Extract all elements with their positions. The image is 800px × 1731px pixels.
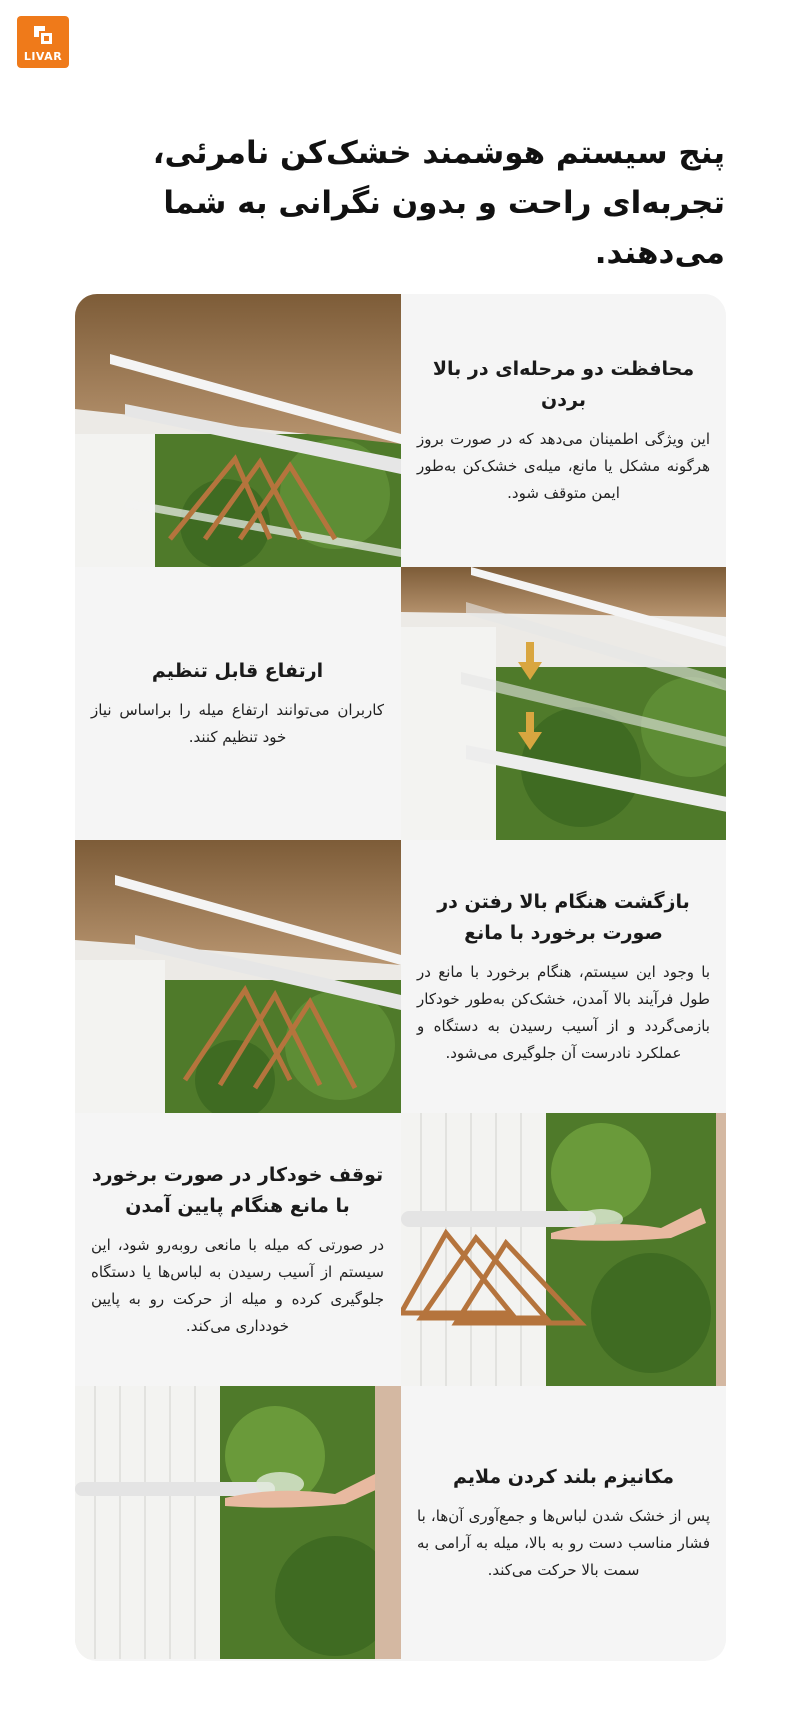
livar-logo[interactable] xyxy=(17,16,69,68)
feature-description: پس از خشک شدن لباس‌ها و جمع‌آوری آن‌ها، با فشار مناسب دست رو به بالا، میله به آرامی به سمت بالا حرکت می‌کند. xyxy=(417,1506,710,1579)
feature-description: در صورتی که میله با مانعی روبه‌رو شود، این سیستم از آسیب رسیدن به لباس‌ها یا دستگاه جلوگیری کرده و میله از حرکت رو به پایین خودداری می‌کند. xyxy=(91,1235,384,1335)
height-adjust-arrows-image xyxy=(401,567,726,840)
feature-text-5 xyxy=(401,1386,726,1659)
feature-description: با وجود این سیستم، هنگام برخورد با مانع در طول فرآیند بالا آمدن، خشک‌کن به‌طور خودکار بازمی‌گردد و از آسیب رسیدن به دستگاه و عملکرد نادرست آن جلوگیری می‌شود. xyxy=(417,962,710,1062)
feature-text-4 xyxy=(75,1113,400,1386)
hand-lifting-rack-image xyxy=(75,1386,401,1659)
feature-row-3 xyxy=(75,840,726,1113)
feature-row-4 xyxy=(75,1113,726,1386)
feature-row-5 xyxy=(75,1386,726,1659)
feature-description: این ویژگی اطمینان می‌دهد که در صورت بروز هرگونه مشکل یا مانع، میله‌ی خشک‌کن به‌طور ایمن متوقف شود. xyxy=(417,430,710,502)
feature-text-2 xyxy=(75,567,400,840)
ceiling-drying-rack-with-hangers-image xyxy=(75,840,401,1113)
feature-row-2 xyxy=(75,567,726,840)
page-headline: پنج سیستم هوشمند خشک‌کن نامرئی، تجربه‌ای راحت و بدون نگرانی به شما می‌دهند. xyxy=(152,135,725,271)
feature-title: توقف خودکار در صورت برخورد با مانع هنگام پایین آمدن xyxy=(91,1163,384,1217)
hand-stopping-rack-image xyxy=(401,1113,726,1386)
ceiling-drying-rack-with-hangers-image xyxy=(75,294,401,567)
feature-title: محافظت دو مرحله‌ای در بالا بردن xyxy=(432,358,695,411)
feature-row-1 xyxy=(75,294,726,567)
feature-title: ارتفاع قابل تنظیم xyxy=(151,660,324,682)
features-panel xyxy=(75,294,726,1661)
brand-name: LIVAR xyxy=(23,50,63,63)
feature-description: کاربران می‌توانند ارتفاع میله را براساس نیاز خود تنظیم کنند. xyxy=(91,701,384,746)
livar-logo-icon xyxy=(31,23,55,47)
feature-text-3 xyxy=(401,840,726,1113)
feature-title: بازگشت هنگام بالا رفتن در صورت برخورد با مانع xyxy=(437,890,690,944)
feature-title: مکانیزم بلند کردن ملایم xyxy=(452,1465,675,1488)
feature-text-1 xyxy=(401,294,726,567)
